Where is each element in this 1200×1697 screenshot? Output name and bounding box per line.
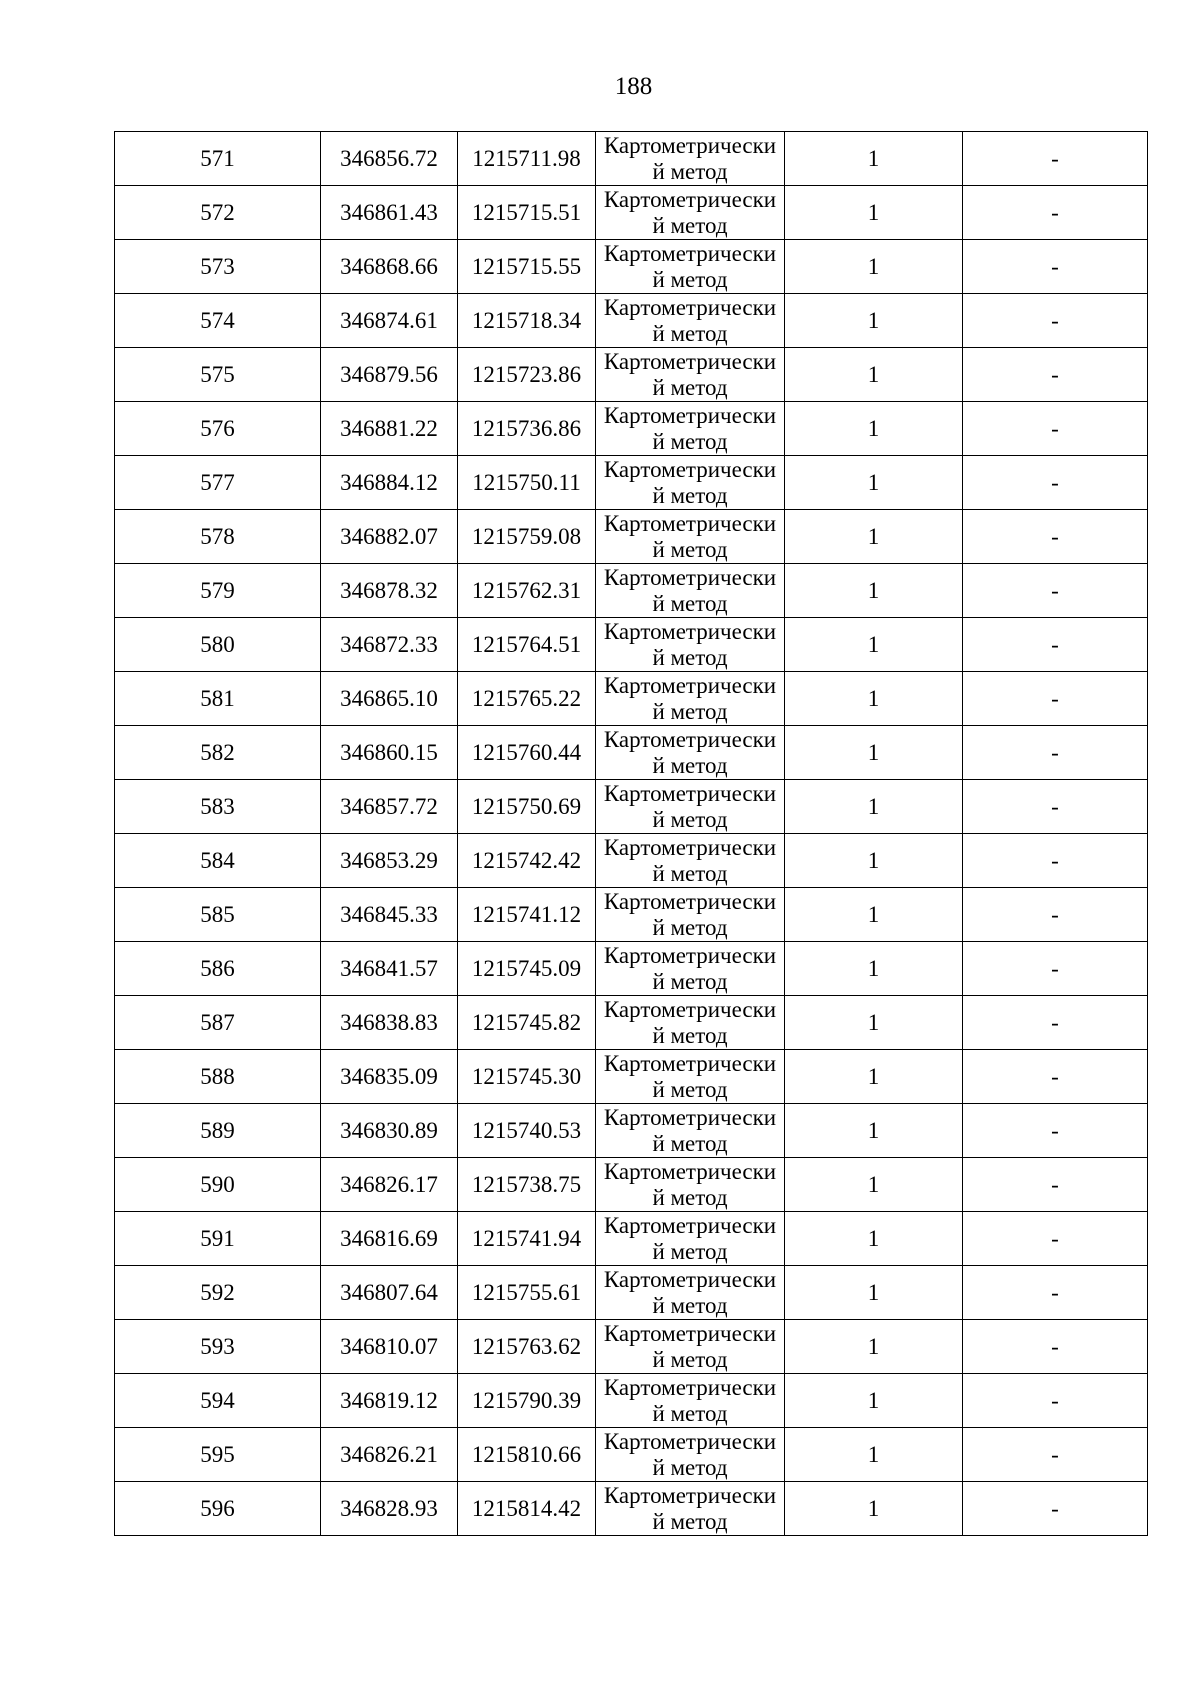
x-coordinate-cell: 346828.93	[321, 1482, 458, 1536]
accuracy-cell: 1	[785, 1374, 963, 1428]
description-cell: -	[963, 402, 1148, 456]
table-row	[115, 780, 1148, 834]
x-coordinate-cell: 346826.17	[321, 1158, 458, 1212]
method-text-line-1: Картометрически	[603, 402, 777, 428]
accuracy-cell: 1	[785, 888, 963, 942]
x-coordinate-cell: 346841.57	[321, 942, 458, 996]
method-text-line-2: й метод	[652, 590, 728, 616]
description-cell: -	[963, 1374, 1148, 1428]
point-number-cell: 577	[115, 456, 321, 510]
description-cell: -	[963, 834, 1148, 888]
method-cell	[596, 1320, 785, 1374]
method-cell	[596, 348, 785, 402]
point-number-cell: 588	[115, 1050, 321, 1104]
method-cell	[596, 564, 785, 618]
method-text-line-1: Картометрически	[603, 1428, 777, 1454]
method-text-line-1: Картометрически	[603, 672, 777, 698]
method-text-line-2: й метод	[652, 158, 728, 184]
table-row	[115, 996, 1148, 1050]
description-cell: -	[963, 132, 1148, 186]
method-cell	[596, 1050, 785, 1104]
method-text-line-1: Картометрически	[603, 348, 777, 374]
y-coordinate-cell: 1215810.66	[458, 1428, 596, 1482]
method-text-line-2: й метод	[652, 482, 728, 508]
table-row	[115, 294, 1148, 348]
description-cell: -	[963, 1320, 1148, 1374]
table-row	[115, 1050, 1148, 1104]
method-text-line-1: Картометрически	[603, 1104, 777, 1130]
page-number: 188	[614, 73, 653, 100]
method-cell	[596, 1212, 785, 1266]
method-text-line-2: й метод	[652, 1130, 728, 1156]
accuracy-cell: 1	[785, 1320, 963, 1374]
method-text-line-2: й метод	[652, 1184, 728, 1210]
y-coordinate-cell: 1215718.34	[458, 294, 596, 348]
y-coordinate-cell: 1215755.61	[458, 1266, 596, 1320]
method-text-line-2: й метод	[652, 968, 728, 994]
table-row	[115, 1158, 1148, 1212]
x-coordinate-cell: 346872.33	[321, 618, 458, 672]
method-text-line-1: Картометрически	[603, 294, 777, 320]
accuracy-cell: 1	[785, 834, 963, 888]
point-number-cell: 589	[115, 1104, 321, 1158]
method-cell	[596, 618, 785, 672]
description-cell: -	[963, 1266, 1148, 1320]
accuracy-cell: 1	[785, 1428, 963, 1482]
accuracy-cell: 1	[785, 996, 963, 1050]
y-coordinate-cell: 1215736.86	[458, 402, 596, 456]
method-cell	[596, 1374, 785, 1428]
method-cell	[596, 240, 785, 294]
y-coordinate-cell: 1215741.94	[458, 1212, 596, 1266]
x-coordinate-cell: 346874.61	[321, 294, 458, 348]
method-text-line-2: й метод	[652, 752, 728, 778]
point-number-cell: 587	[115, 996, 321, 1050]
accuracy-cell: 1	[785, 1266, 963, 1320]
table-row	[115, 942, 1148, 996]
description-cell: -	[963, 456, 1148, 510]
method-text-line-2: й метод	[652, 1238, 728, 1264]
description-cell: -	[963, 294, 1148, 348]
description-cell: -	[963, 996, 1148, 1050]
point-number-cell: 592	[115, 1266, 321, 1320]
description-cell: -	[963, 1428, 1148, 1482]
method-text-line-2: й метод	[652, 1400, 728, 1426]
point-number-cell: 571	[115, 132, 321, 186]
description-cell: -	[963, 240, 1148, 294]
method-text-line-2: й метод	[652, 1076, 728, 1102]
point-number-cell: 593	[115, 1320, 321, 1374]
table-row	[115, 456, 1148, 510]
point-number-cell: 576	[115, 402, 321, 456]
y-coordinate-cell: 1215750.11	[458, 456, 596, 510]
y-coordinate-cell: 1215723.86	[458, 348, 596, 402]
method-text-line-2: й метод	[652, 860, 728, 886]
accuracy-cell: 1	[785, 1104, 963, 1158]
point-number-cell: 584	[115, 834, 321, 888]
method-cell	[596, 672, 785, 726]
table-row	[115, 1212, 1148, 1266]
x-coordinate-cell: 346819.12	[321, 1374, 458, 1428]
method-text-line-1: Картометрически	[603, 1320, 777, 1346]
y-coordinate-cell: 1215750.69	[458, 780, 596, 834]
method-text-line-2: й метод	[652, 698, 728, 724]
coordinates-table	[114, 131, 1148, 1536]
x-coordinate-cell: 346826.21	[321, 1428, 458, 1482]
point-number-cell: 586	[115, 942, 321, 996]
description-cell: -	[963, 942, 1148, 996]
method-text-line-1: Картометрически	[603, 726, 777, 752]
accuracy-cell: 1	[785, 780, 963, 834]
description-cell: -	[963, 1050, 1148, 1104]
point-number-cell: 583	[115, 780, 321, 834]
description-cell: -	[963, 1104, 1148, 1158]
point-number-cell: 596	[115, 1482, 321, 1536]
point-number-cell: 585	[115, 888, 321, 942]
method-text-line-2: й метод	[652, 212, 728, 238]
x-coordinate-cell: 346857.72	[321, 780, 458, 834]
method-cell	[596, 1428, 785, 1482]
x-coordinate-cell: 346884.12	[321, 456, 458, 510]
table-row	[115, 726, 1148, 780]
method-text-line-2: й метод	[652, 1346, 728, 1372]
x-coordinate-cell: 346807.64	[321, 1266, 458, 1320]
table-row	[115, 132, 1148, 186]
table-row	[115, 1482, 1148, 1536]
y-coordinate-cell: 1215742.42	[458, 834, 596, 888]
point-number-cell: 572	[115, 186, 321, 240]
y-coordinate-cell: 1215763.62	[458, 1320, 596, 1374]
method-cell	[596, 942, 785, 996]
point-number-cell: 581	[115, 672, 321, 726]
method-text-line-2: й метод	[652, 374, 728, 400]
method-text-line-2: й метод	[652, 1022, 728, 1048]
accuracy-cell: 1	[785, 1482, 963, 1536]
method-text-line-2: й метод	[652, 1508, 728, 1534]
point-number-cell: 574	[115, 294, 321, 348]
table-row	[115, 618, 1148, 672]
accuracy-cell: 1	[785, 672, 963, 726]
method-text-line-1: Картометрически	[603, 456, 777, 482]
method-cell	[596, 780, 785, 834]
table-row	[115, 672, 1148, 726]
accuracy-cell: 1	[785, 726, 963, 780]
table-row	[115, 1428, 1148, 1482]
method-text-line-1: Картометрически	[603, 1050, 777, 1076]
accuracy-cell: 1	[785, 1050, 963, 1104]
table-row	[115, 240, 1148, 294]
accuracy-cell: 1	[785, 510, 963, 564]
accuracy-cell: 1	[785, 132, 963, 186]
description-cell: -	[963, 1158, 1148, 1212]
point-number-cell: 580	[115, 618, 321, 672]
point-number-cell: 575	[115, 348, 321, 402]
description-cell: -	[963, 564, 1148, 618]
method-text-line-2: й метод	[652, 536, 728, 562]
method-cell	[596, 402, 785, 456]
point-number-cell: 594	[115, 1374, 321, 1428]
x-coordinate-cell: 346861.43	[321, 186, 458, 240]
y-coordinate-cell: 1215745.30	[458, 1050, 596, 1104]
method-cell	[596, 456, 785, 510]
y-coordinate-cell: 1215711.98	[458, 132, 596, 186]
accuracy-cell: 1	[785, 1212, 963, 1266]
point-number-cell: 573	[115, 240, 321, 294]
accuracy-cell: 1	[785, 456, 963, 510]
point-number-cell: 590	[115, 1158, 321, 1212]
x-coordinate-cell: 346881.22	[321, 402, 458, 456]
point-number-cell: 595	[115, 1428, 321, 1482]
accuracy-cell: 1	[785, 1158, 963, 1212]
accuracy-cell: 1	[785, 240, 963, 294]
description-cell: -	[963, 726, 1148, 780]
description-cell: -	[963, 1482, 1148, 1536]
x-coordinate-cell: 346878.32	[321, 564, 458, 618]
y-coordinate-cell: 1215738.75	[458, 1158, 596, 1212]
point-number-cell: 582	[115, 726, 321, 780]
y-coordinate-cell: 1215715.55	[458, 240, 596, 294]
description-cell: -	[963, 348, 1148, 402]
point-number-cell: 591	[115, 1212, 321, 1266]
method-text-line-2: й метод	[652, 1292, 728, 1318]
y-coordinate-cell: 1215715.51	[458, 186, 596, 240]
method-text-line-2: й метод	[652, 644, 728, 670]
x-coordinate-cell: 346879.56	[321, 348, 458, 402]
x-coordinate-cell: 346856.72	[321, 132, 458, 186]
y-coordinate-cell: 1215745.09	[458, 942, 596, 996]
method-text-line-2: й метод	[652, 428, 728, 454]
method-cell	[596, 1482, 785, 1536]
y-coordinate-cell: 1215740.53	[458, 1104, 596, 1158]
accuracy-cell: 1	[785, 564, 963, 618]
description-cell: -	[963, 672, 1148, 726]
method-cell	[596, 1104, 785, 1158]
x-coordinate-cell: 346838.83	[321, 996, 458, 1050]
method-text-line-1: Картометрически	[603, 996, 777, 1022]
method-text-line-1: Картометрически	[603, 780, 777, 806]
x-coordinate-cell: 346816.69	[321, 1212, 458, 1266]
accuracy-cell: 1	[785, 942, 963, 996]
y-coordinate-cell: 1215741.12	[458, 888, 596, 942]
accuracy-cell: 1	[785, 618, 963, 672]
method-text-line-2: й метод	[652, 266, 728, 292]
table-row	[115, 510, 1148, 564]
method-cell	[596, 294, 785, 348]
x-coordinate-cell: 346860.15	[321, 726, 458, 780]
table-row	[115, 834, 1148, 888]
method-cell	[596, 186, 785, 240]
description-cell: -	[963, 186, 1148, 240]
table-body	[115, 132, 1148, 1536]
accuracy-cell: 1	[785, 348, 963, 402]
x-coordinate-cell: 346845.33	[321, 888, 458, 942]
y-coordinate-cell: 1215764.51	[458, 618, 596, 672]
table-row	[115, 1104, 1148, 1158]
method-text-line-1: Картометрически	[603, 132, 777, 158]
x-coordinate-cell: 346853.29	[321, 834, 458, 888]
point-number-cell: 579	[115, 564, 321, 618]
method-text-line-1: Картометрически	[603, 1266, 777, 1292]
method-text-line-2: й метод	[652, 806, 728, 832]
method-text-line-1: Картометрически	[603, 240, 777, 266]
table-row	[115, 1320, 1148, 1374]
x-coordinate-cell: 346835.09	[321, 1050, 458, 1104]
method-cell	[596, 834, 785, 888]
y-coordinate-cell: 1215760.44	[458, 726, 596, 780]
method-cell	[596, 1158, 785, 1212]
method-cell	[596, 726, 785, 780]
x-coordinate-cell: 346868.66	[321, 240, 458, 294]
table-row	[115, 402, 1148, 456]
method-text-line-1: Картометрически	[603, 1374, 777, 1400]
method-text-line-1: Картометрически	[603, 1482, 777, 1508]
x-coordinate-cell: 346865.10	[321, 672, 458, 726]
x-coordinate-cell: 346830.89	[321, 1104, 458, 1158]
description-cell: -	[963, 780, 1148, 834]
method-text-line-1: Картометрически	[603, 186, 777, 212]
point-number-cell: 578	[115, 510, 321, 564]
method-text-line-1: Картометрически	[603, 1158, 777, 1184]
method-text-line-1: Картометрически	[603, 564, 777, 590]
table-row	[115, 564, 1148, 618]
method-text-line-1: Картометрически	[603, 888, 777, 914]
accuracy-cell: 1	[785, 294, 963, 348]
table-row	[115, 186, 1148, 240]
method-text-line-1: Картометрически	[603, 834, 777, 860]
method-cell	[596, 996, 785, 1050]
method-text-line-1: Картометрически	[603, 510, 777, 536]
accuracy-cell: 1	[785, 402, 963, 456]
table-row	[115, 888, 1148, 942]
method-text-line-2: й метод	[652, 320, 728, 346]
y-coordinate-cell: 1215765.22	[458, 672, 596, 726]
method-text-line-2: й метод	[652, 1454, 728, 1480]
y-coordinate-cell: 1215814.42	[458, 1482, 596, 1536]
description-cell: -	[963, 618, 1148, 672]
method-text-line-1: Картометрически	[603, 942, 777, 968]
x-coordinate-cell: 346882.07	[321, 510, 458, 564]
method-text-line-1: Картометрически	[603, 618, 777, 644]
method-cell	[596, 510, 785, 564]
table-row	[115, 1266, 1148, 1320]
method-cell	[596, 132, 785, 186]
y-coordinate-cell: 1215759.08	[458, 510, 596, 564]
table-row	[115, 348, 1148, 402]
method-text-line-2: й метод	[652, 914, 728, 940]
description-cell: -	[963, 888, 1148, 942]
description-cell: -	[963, 510, 1148, 564]
description-cell: -	[963, 1212, 1148, 1266]
y-coordinate-cell: 1215762.31	[458, 564, 596, 618]
y-coordinate-cell: 1215745.82	[458, 996, 596, 1050]
accuracy-cell: 1	[785, 186, 963, 240]
y-coordinate-cell: 1215790.39	[458, 1374, 596, 1428]
x-coordinate-cell: 346810.07	[321, 1320, 458, 1374]
table-row	[115, 1374, 1148, 1428]
method-cell	[596, 888, 785, 942]
method-cell	[596, 1266, 785, 1320]
method-text-line-1: Картометрически	[603, 1212, 777, 1238]
